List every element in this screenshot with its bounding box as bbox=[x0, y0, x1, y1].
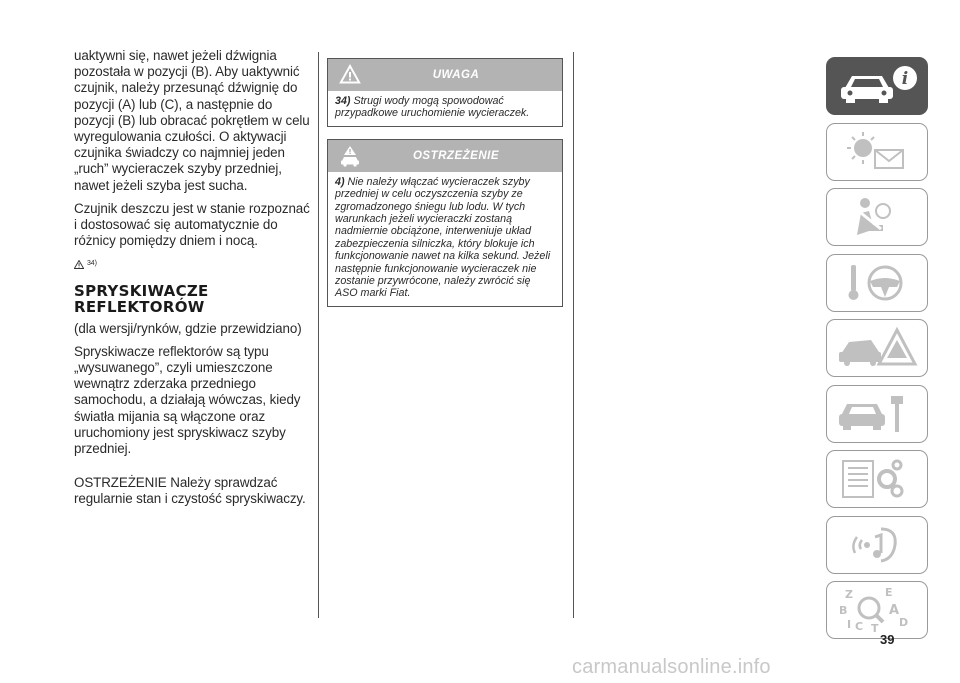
index-letter: I bbox=[847, 618, 852, 631]
tab-index[interactable] bbox=[826, 581, 928, 639]
uwaga-title: UWAGA bbox=[432, 69, 480, 81]
notice-column bbox=[327, 58, 563, 319]
paragraph-headlamp-washers: Spryskiwacze reflektorów są typu „wysuwanego”, czyli umieszczone wewnątrz zderzaka przedniego samochodu, a działają wówczas, kiedy światła mijania są włączone oraz uruchomiony jest spryskiwacz szyby przedniej. bbox=[74, 343, 301, 457]
multimedia-icon bbox=[837, 523, 919, 567]
key-steering-wheel-icon bbox=[837, 261, 919, 305]
index-letter: Z bbox=[845, 588, 853, 601]
text-column-left bbox=[74, 48, 314, 515]
warning-triangle-icon bbox=[74, 260, 84, 269]
section-heading: SPRYSKIWACZE REFLEKTORÓW bbox=[74, 281, 209, 316]
column-divider bbox=[318, 52, 319, 618]
warning-triangle-icon bbox=[339, 64, 361, 84]
paragraph-rain-sensor: uaktywni się, nawet jeżeli dźwignia pozostała w pozycji (B). Aby uaktywnić czujnik, należy przesunąć dźwignię do pozycji (A) lub (C), a następnie do pozycji (B) lub obracać pokrętłem w celu wyregulowania czułości. O aktywacji czujnika świadczy co najmniej jeden „ruch” wycieraczek szyby przedniej, nawet jeżeli szyba jest sucha. bbox=[74, 48, 310, 193]
page-number: 39 bbox=[880, 632, 895, 647]
index-letter: E bbox=[885, 588, 893, 599]
ostrzezenie-number: 4) bbox=[335, 175, 345, 188]
tab-starting-driving[interactable] bbox=[826, 254, 928, 312]
uwaga-number: 34) bbox=[335, 95, 351, 107]
dashboard-lights-icon bbox=[837, 130, 919, 174]
car-emergency-icon bbox=[837, 326, 919, 370]
index-letter: B bbox=[839, 604, 848, 617]
tab-emergency[interactable] bbox=[826, 319, 928, 377]
index-search-icon bbox=[837, 588, 919, 632]
car-info-icon bbox=[837, 64, 919, 108]
svg-text:i: i bbox=[901, 69, 909, 89]
paragraph-day-night: Czujnik deszczu jest w stanie rozpoznać i dostosować się automatycznie do różnicy pomiędzy dniem i nocą. bbox=[74, 200, 310, 249]
ostrzezenie-title: OSTRZEŻENIE bbox=[412, 149, 499, 162]
index-letter: A bbox=[889, 603, 900, 618]
tab-maintenance[interactable] bbox=[826, 385, 928, 443]
ostrzezenie-box bbox=[327, 139, 563, 307]
technical-data-icon bbox=[837, 457, 919, 501]
paragraph-warning-check: OSTRZEŻENIE Należy sprawdzać regularnie stan i czystość spryskiwaczy. bbox=[74, 475, 306, 507]
uwaga-box bbox=[327, 58, 563, 127]
ostrzezenie-text: Nie należy włączać wycieraczek szyby przedniej w celu oczyszczenia szyby ze zgromadzonego śniegu lub lodu. W tych warunkach jeżeli wycieraczki zostaną nadmiernie obciążone, interweniuje układ zabezpieczenia silniczka, który blokuje ich funkcjonowanie nawet na kilka sekund. Jeżeli następnie funkcjonowanie wycieraczek nie zostanie przywrócone, należy zwrócić się ASO marki Fiat. bbox=[335, 175, 551, 300]
uwaga-text: Strugi wody mogą spowodować przypadkowe uruchomienie wycieraczek. bbox=[335, 95, 530, 120]
tab-multimedia[interactable] bbox=[826, 516, 928, 574]
airbag-safety-icon bbox=[837, 195, 919, 239]
tab-safety[interactable] bbox=[826, 188, 928, 246]
paragraph-availability: (dla wersji/rynków, gdzie przewidziano) bbox=[74, 320, 302, 336]
warning-reference-number: 34) bbox=[87, 260, 97, 268]
chapter-tabs bbox=[826, 57, 928, 639]
ostrzezenie-header bbox=[328, 140, 562, 172]
uwaga-header bbox=[328, 59, 562, 91]
car-maintenance-icon bbox=[837, 392, 919, 436]
index-letter: C bbox=[855, 620, 864, 632]
ostrzezenie-body bbox=[328, 172, 562, 306]
column-divider bbox=[573, 52, 574, 618]
warning-reference[interactable] bbox=[74, 256, 314, 272]
watermark: carmanualsonline.info bbox=[572, 656, 771, 678]
uwaga-body bbox=[328, 91, 562, 126]
tab-dashboard-lights[interactable] bbox=[826, 123, 928, 181]
index-letter: D bbox=[899, 616, 909, 629]
tab-technical-data[interactable] bbox=[826, 450, 928, 508]
tab-car-info[interactable] bbox=[826, 57, 928, 115]
car-warning-icon bbox=[339, 145, 361, 167]
index-letter: T bbox=[871, 622, 879, 632]
